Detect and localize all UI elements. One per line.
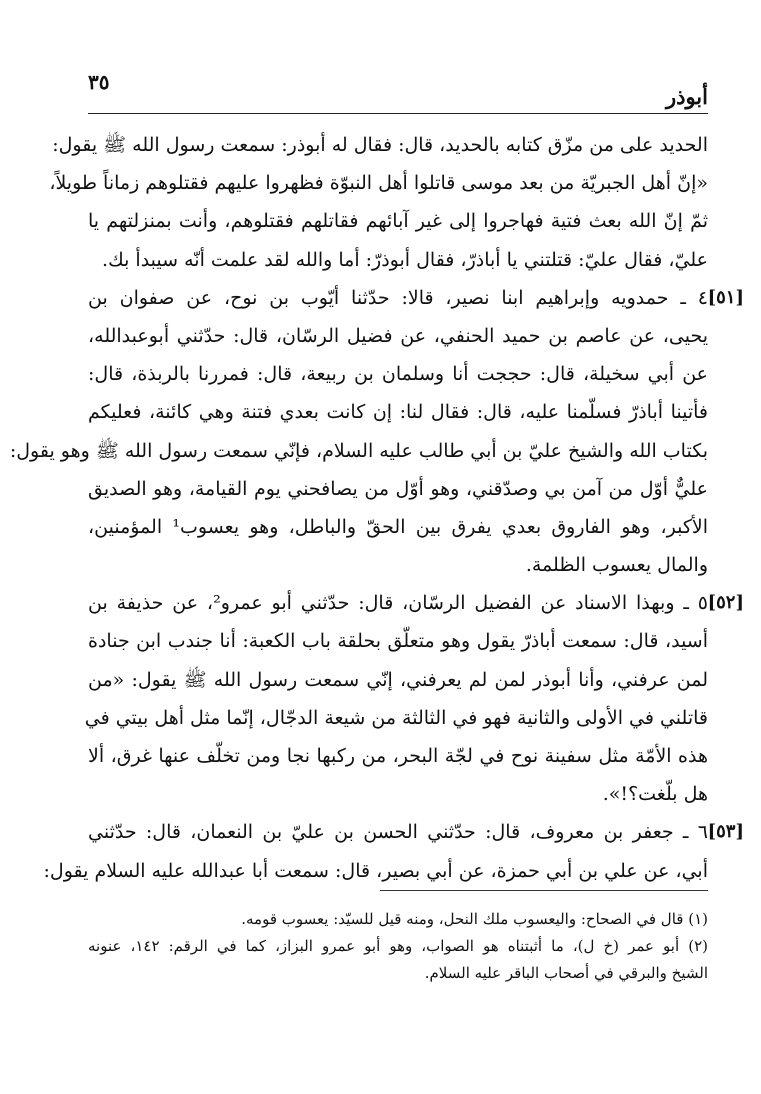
line-text: عن أبي سخيلة، قال: حججت أنا وسلمان بن ربيعة، قال: فمررنا بالربذة، قال:	[88, 363, 708, 386]
text-line	[88, 393, 708, 431]
text-line	[88, 546, 708, 584]
line-text: يحيى، عن عاصم بن حميد الحنفي، عن فضيل الرسّان، قال: حدّثني أبوعبدالله،	[88, 324, 708, 347]
footnote-line: الشيخ والبرقي في أصحاب الباقر عليه السلام.	[424, 964, 708, 982]
text-line	[9, 432, 708, 470]
hadith-reference-number: [٥٢]	[707, 592, 744, 614]
text-line	[88, 317, 708, 355]
text-line	[88, 775, 708, 813]
line-text: والمال يعسوب الظلمة.	[525, 554, 708, 577]
line-text: عليٌّ أوّل من آمن بي وصدّقني، وهو أوّل من يصافحني يوم القيامة، وهو الصديق	[88, 477, 708, 500]
hadith-reference-number: [٥٣]	[707, 821, 744, 843]
line-text: ثمّ إنّ الله بعث فتية فهاجروا إلى غير آبائهم فقاتلهم فقتلوهم، وأنت بمنزلتهم يا	[88, 210, 708, 233]
line-text: بكتاب الله والشيخ عليّ بن أبي طالب عليه السلام، فإنّي سمعت رسول الله ﷺ وهو يقول:	[9, 439, 708, 462]
text-line	[88, 737, 708, 775]
line-text: لمن عرفني، وأنا أبوذر لمن لم يعرفني، إنّي سمعت رسول الله ﷺ يقول: «من	[88, 668, 708, 691]
footnote-line: (٢) أبو عمر (خ ل)، ما أثبتناه هو الصواب، وهو أبو عمرو البزاز، كما في الرقم: ١٤٢، عنونه	[88, 937, 708, 955]
line-text: الأكبر، وهو الفاروق بعدي يفرق بين الحقّ والباطل، وهو يعسوب¹ المؤمنين،	[88, 515, 708, 538]
text-line	[52, 126, 708, 164]
text-line	[49, 164, 708, 202]
line-text: ٦ ـ جعفر بن معروف، قال: حدّثني الحسن بن عليّ بن النعمان، قال: حدّثني	[88, 821, 708, 844]
line-text: عليّ، فقال عليّ: قتلتني يا أباذرّ، فقال أبوذرّ: أما والله لقد علمت أنّه سيبدأ بك.	[102, 248, 708, 271]
line-text: ٥ ـ وبهذا الاسناد عن الفضيل الرسّان، قال: حدّثني أبو عمرو²، عن حذيفة بن	[88, 592, 709, 615]
main-text	[9, 126, 744, 890]
text-line	[88, 813, 744, 851]
footnote-line: (١) قال في الصحاح: واليعسوب ملك النحل، ومنه قيل للسيّد: يعسوب قومه.	[241, 910, 708, 928]
line-text: هل بلّغت؟!».	[602, 783, 708, 806]
text-line	[88, 202, 708, 240]
hadith-reference-number: [٥١]	[707, 286, 744, 308]
footnote-divider	[380, 890, 708, 891]
line-text: فأتينا أباذرّ فسلّمنا عليه، قال: فقال لنا: إن كانت بعدي فتنة وهي كائنة، فعليكم	[88, 401, 708, 424]
header-divider	[88, 113, 708, 114]
text-line	[43, 852, 708, 890]
text-line	[88, 355, 708, 393]
line-text: ٤ ـ حمدويه وإبراهيم ابنا نصير، قالا: حدّثنا أيّوب بن نوح، عن صفوان بن	[88, 286, 708, 309]
text-line	[84, 699, 708, 737]
line-text: قاتلني في الأولى والثانية فهو في الثالثة من شيعة الدجّال، إنّما مثل أهل بيتي في	[84, 706, 708, 729]
text-line	[88, 279, 744, 317]
line-text: الحديد على من مزّق كتابه بالحديد، قال: فقال له أبوذر: سمعت رسول الله ﷺ يقول:	[52, 134, 708, 156]
running-title: أبوذر	[665, 84, 708, 109]
line-text: هذه الأمّة مثل سفينة نوح في لجّة البحر، من ركبها نجا ومن تخلّف عنها غرق، ألا	[88, 745, 708, 767]
text-line	[88, 584, 744, 622]
text-line	[88, 470, 708, 508]
page-header	[88, 68, 708, 114]
footnotes	[88, 906, 708, 987]
text-line	[88, 508, 708, 546]
line-text: «إنّ أهل الجبريّة من بعد موسى قاتلوا أهل النبوّة فظهروا عليهم فقتلوهم زماناً طويلاً،	[49, 172, 708, 195]
text-line	[88, 622, 708, 660]
text-line	[88, 241, 708, 279]
text-line	[88, 661, 708, 699]
line-text: أسيد، قال: سمعت أباذرّ يقول وهو متعلّق بحلقة باب الكعبة: أنا جندب ابن جنادة	[88, 630, 708, 653]
line-text: أبي، عن علي بن أبي حمزة، عن أبي بصير، قال: سمعت أبا عبدالله عليه السلام يقول:	[43, 859, 708, 882]
page-number: ٣٥	[88, 70, 110, 94]
